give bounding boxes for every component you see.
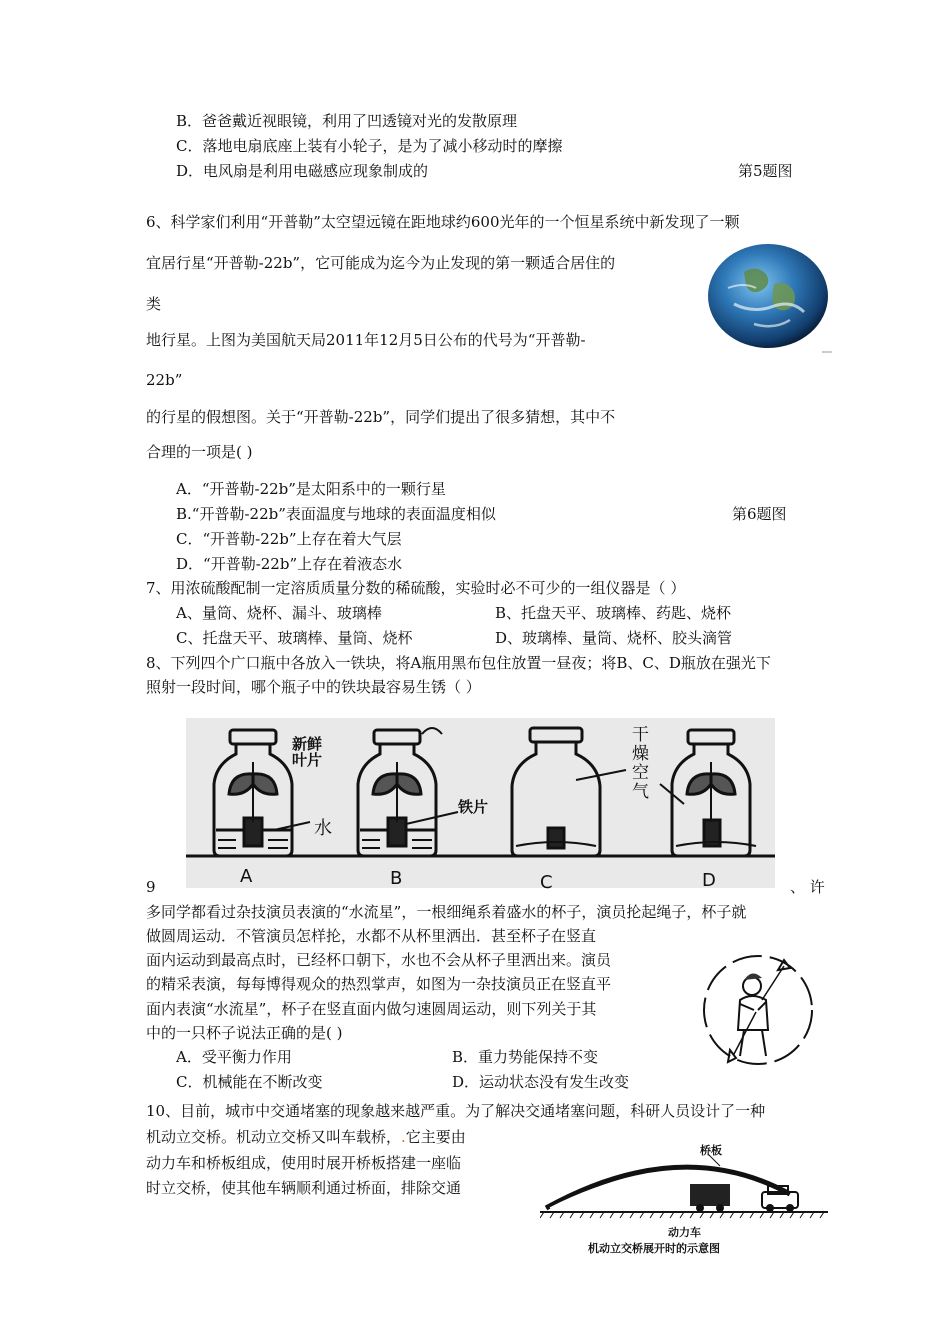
bridge-figure <box>540 1140 828 1260</box>
q6-line-5: 22b” <box>146 371 183 389</box>
q5-figure-label: 第5题图 <box>738 162 793 180</box>
q9-option-a: A．受平衡力作用 <box>176 1048 292 1066</box>
q9-option-d: D．运动状态没有发生改变 <box>452 1073 630 1091</box>
bridge-figure-caption: 机动立交桥展开时的示意图 <box>588 1242 720 1255</box>
q7-option-b: B、托盘天平、玻璃棒、药匙、烧杯 <box>495 604 732 622</box>
q6-line-3: 类 <box>146 295 162 313</box>
bottle-d <box>672 730 756 856</box>
q8-line-1: 8、下列四个广口瓶中各放入一铁块，将A瓶用黑布包住放置一昼夜；将B、C、D瓶放在强光下 <box>146 654 771 672</box>
q9-line-4: 面内运动到最高点时，已经杯口朝下，水也不会从杯子里洒出来。演员 <box>146 951 612 969</box>
bridge-board-label: 桥板 <box>700 1144 722 1157</box>
q9-option-b: B．重力势能保持不变 <box>452 1048 599 1066</box>
q10-line-2 <box>146 1126 466 1148</box>
q9-line-7: 中的一只杯子说法正确的是( ) <box>146 1024 343 1042</box>
q9-option-c: C．机械能在不断改变 <box>176 1073 323 1091</box>
q6-option-d: D．“开普勒-22b”上存在着液态水 <box>176 555 403 573</box>
bottle-b <box>358 728 442 856</box>
q8-line-2: 照射一段时间，哪个瓶子中的铁块最容易生锈（ ） <box>146 678 481 696</box>
q5-option-b: B．爸爸戴近视眼镜，利用了凹透镜对光的发散原理 <box>176 112 518 130</box>
dry-air-label: 干燥空气 <box>632 725 649 802</box>
q7-option-a: A、量筒、烧杯、漏斗、玻璃棒 <box>176 604 382 622</box>
q6-line-2: 宜居行星“开普勒-22b”，它可能成为迄今为止发现的第一颗适合居住的 <box>146 254 616 272</box>
q7-option-c: C、托盘天平、玻璃棒、量筒、烧杯 <box>176 629 413 647</box>
power-car-label: 动力车 <box>668 1226 701 1239</box>
q10-line-1: 10、目前，城市中交通堵塞的现象越来越严重。为了解决交通堵塞问题，科研人员设计了一种 <box>146 1102 766 1120</box>
bottle-label-b: B <box>390 868 403 889</box>
planet-image <box>704 244 834 358</box>
q6-line-1: 6、科学家们利用“开普勒”太空望远镜在距地球约600光年的一个恒星系统中新发现了一颗 <box>146 213 740 231</box>
q6-line-4: 地行星。上图为美国航天局2011年12月5日公布的代号为“开普勒- <box>146 331 586 349</box>
q9-line-6: 面内表演“水流星”，杯子在竖直面内做匀速圆周运动，则下列关于其 <box>146 1000 597 1018</box>
iron-label: 铁片 <box>458 798 489 816</box>
water-label: 水 <box>314 818 332 839</box>
bottle-c <box>512 728 600 856</box>
q10-line-2-part-b: 它主要由 <box>405 1128 466 1146</box>
q7-option-d: D、玻璃棒、量筒、烧杯、胶头滴管 <box>495 629 733 647</box>
q6-line-6: 的行星的假想图。关于“开普勒-22b”，同学们提出了很多猜想，其中不 <box>146 408 616 426</box>
q10-line-3: 动力车和桥板组成，使用时展开桥板搭建一座临 <box>146 1154 462 1172</box>
q7-stem: 7、用浓硫酸配制一定溶质质量分数的稀硫酸，实验时必不可少的一组仪器是（ ） <box>146 579 686 597</box>
q5-option-d: D．电风扇是利用电磁感应现象制成的 <box>176 162 429 180</box>
q6-option-a: A．“开普勒-22b”是太阳系中的一颗行星 <box>176 480 446 498</box>
bottle-a <box>214 730 292 856</box>
q9-line-1-tail: 、 许 <box>790 878 825 896</box>
bottle-label-d: D <box>702 870 716 891</box>
bottle-label-c: C <box>540 872 553 893</box>
bottles-figure <box>186 718 775 893</box>
q6-option-c: C．“开普勒-22b”上存在着大气层 <box>176 530 402 548</box>
q6-figure-label: 第6题图 <box>732 505 787 523</box>
q9-number: 9 <box>146 878 156 896</box>
leaf-label: 新鲜叶片 <box>292 735 323 769</box>
bottle-label-a: A <box>240 866 253 887</box>
q9-line-5: 的精采表演，每每博得观众的热烈掌声，如图为一杂技演员正在竖直平 <box>146 975 612 993</box>
q9-line-3: 做圆周运动．不管演员怎样抡，水都不从杯里洒出．甚至杯子在竖直 <box>146 927 597 945</box>
q10-marker-dot: . <box>401 1128 406 1146</box>
q6-line-7: 合理的一项是( ) <box>146 443 253 461</box>
q10-line-2-part-a: 机动立交桥。机动立交桥又叫车载桥， <box>146 1128 402 1146</box>
q9-line-2: 多同学都看过杂技演员表演的“水流星”，一根细绳系着盛水的杯子，演员抡起绳子，杯子就 <box>146 903 747 921</box>
q5-option-c: C．落地电扇底座上装有小轮子，是为了减小移动时的摩擦 <box>176 137 563 155</box>
q10-line-4: 时立交桥，使其他车辆顺利通过桥面，排除交通 <box>146 1179 462 1197</box>
q6-option-b: B.“开普勒-22b”表面温度与地球的表面温度相似 <box>176 505 496 523</box>
water-meteor-performer-image <box>700 950 820 1070</box>
